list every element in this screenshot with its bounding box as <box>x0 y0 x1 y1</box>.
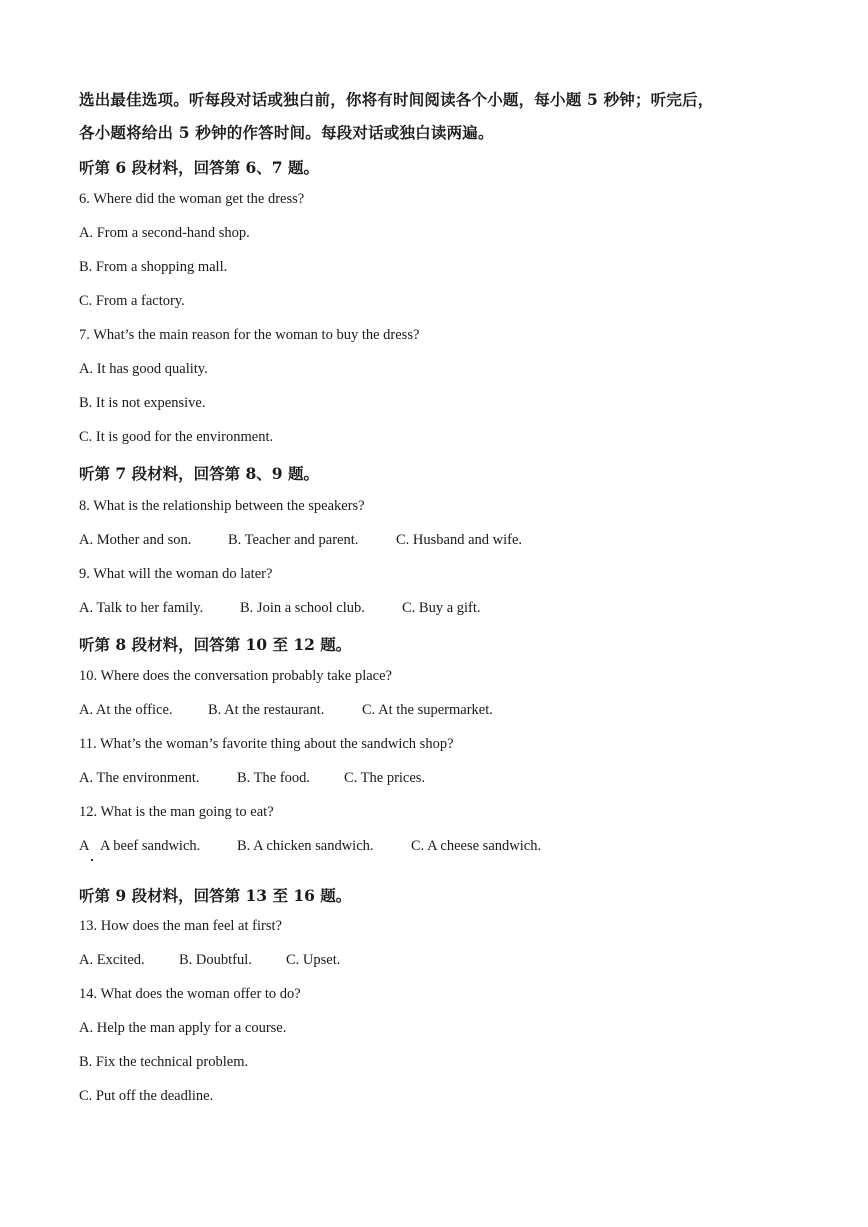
question-text: 12. What is the man going to eat? <box>79 804 274 820</box>
stray-dot <box>91 859 93 861</box>
question-text: 7. What’s the main reason for the woman to buy the dress? <box>79 327 420 343</box>
option: C. A cheese sandwich. <box>411 838 542 854</box>
option: C. Upset. <box>286 952 341 968</box>
option: B. Doubtful. <box>179 952 252 968</box>
option: B. Teacher and parent. <box>228 532 359 548</box>
option-row <box>79 838 541 855</box>
section-heading: 听第 7 段材料，回答第 8、9 题。 <box>79 464 319 483</box>
option-row <box>79 770 425 787</box>
option: B. The food. <box>237 770 311 786</box>
option: A. It has good quality. <box>79 361 208 377</box>
intro-line-1: 选出最佳选项。听每段对话或独白前，你将有时间阅读各个小题，每小题 5 秒钟；听完后， <box>79 90 714 109</box>
option: A. Help the man apply for a course. <box>79 1020 287 1036</box>
option-row <box>79 952 340 969</box>
section-heading: 听第 9 段材料，回答第 13 至 16 题。 <box>79 886 352 905</box>
option: B. From a shopping mall. <box>79 259 228 275</box>
option: A beef sandwich. <box>100 838 201 854</box>
option: B. At the restaurant. <box>208 702 325 718</box>
option: C. Husband and wife. <box>396 532 523 548</box>
option-row <box>79 702 493 719</box>
section-heading: 听第 6 段材料，回答第 6、7 题。 <box>79 158 319 177</box>
option: C. Buy a gift. <box>402 600 481 616</box>
question-text: 10. Where does the conversation probably take place? <box>79 668 392 684</box>
option-row <box>79 600 481 617</box>
question-text: 14. What does the woman offer to do? <box>79 986 301 1002</box>
option: A. Talk to her family. <box>79 600 204 616</box>
option: A <box>79 838 90 854</box>
question-text: 13. How does the man feel at first? <box>79 918 282 934</box>
option: A. At the office. <box>79 702 173 718</box>
option: C. It is good for the environment. <box>79 429 274 445</box>
option: A. The environment. <box>79 770 200 786</box>
option: C. At the supermarket. <box>362 702 493 718</box>
option: A. Excited. <box>79 952 145 968</box>
option: C. The prices. <box>344 770 426 786</box>
section-heading: 听第 8 段材料，回答第 10 至 12 题。 <box>79 635 352 654</box>
question-text: 8. What is the relationship between the speakers? <box>79 498 365 514</box>
option: B. Fix the technical problem. <box>79 1054 249 1070</box>
option: A. Mother and son. <box>79 532 192 548</box>
option: C. From a factory. <box>79 293 185 309</box>
option: A. From a second-hand shop. <box>79 225 250 241</box>
question-text: 9. What will the woman do later? <box>79 566 273 582</box>
intro-line-2: 各小题将给出 5 秒钟的作答时间。每段对话或独白读两遍。 <box>79 123 494 142</box>
question-text: 11. What’s the woman’s favorite thing about the sandwich shop? <box>79 736 454 752</box>
option: B. A chicken sandwich. <box>237 838 374 854</box>
option: B. Join a school club. <box>240 600 365 616</box>
option-row <box>79 532 522 549</box>
option: B. It is not expensive. <box>79 395 206 411</box>
option: C. Put off the deadline. <box>79 1088 214 1104</box>
question-text: 6. Where did the woman get the dress? <box>79 191 305 207</box>
